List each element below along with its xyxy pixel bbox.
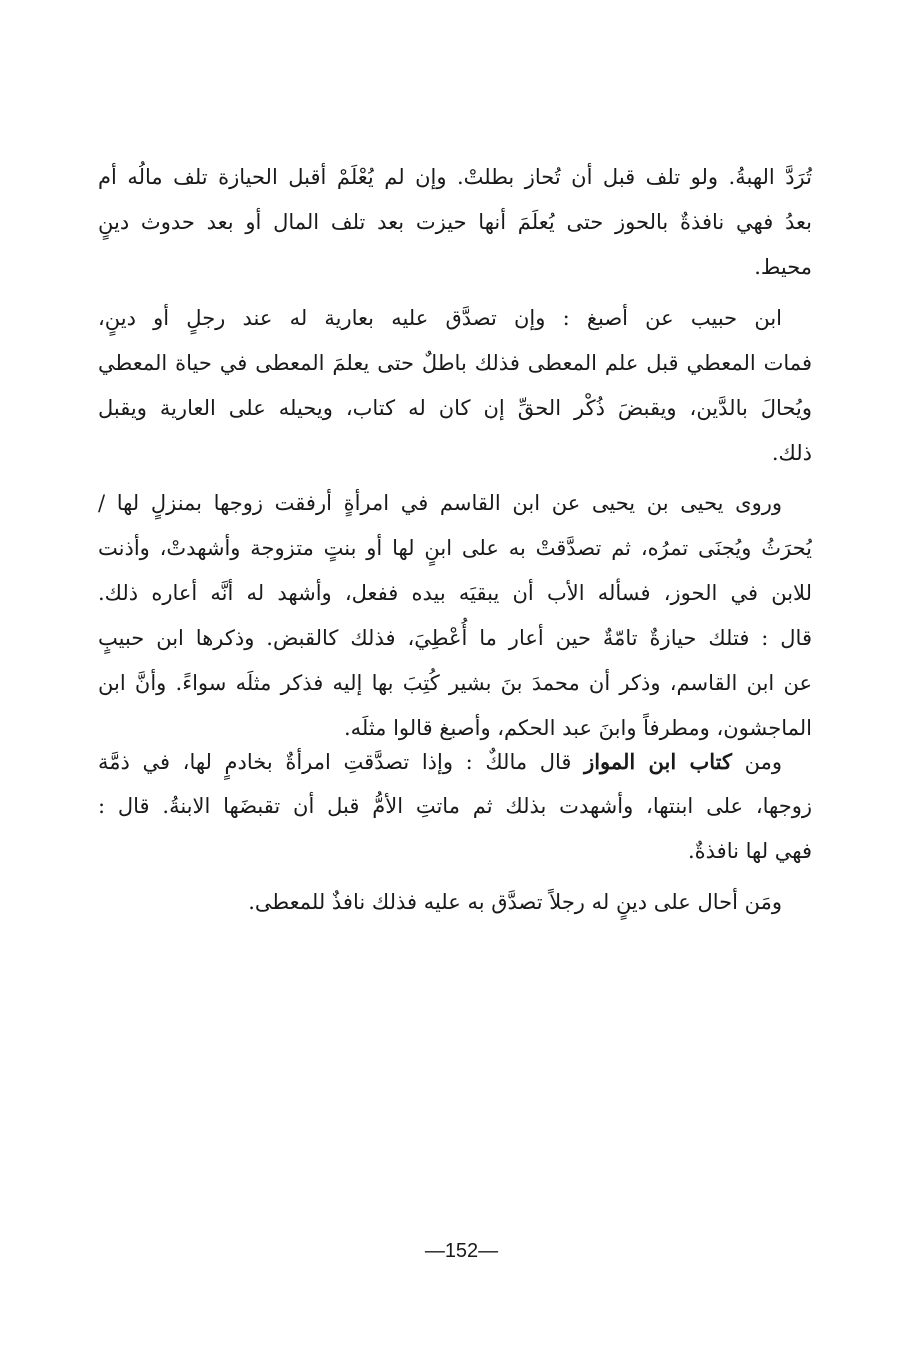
- text-line: ابن حبيب عن أصبغ : وإن تصدَّق عليه بعارية له عند رجلٍ أو دينٍ،: [98, 306, 782, 330]
- paragraph-3: [98, 481, 812, 751]
- text-line: قال : فتلك حيازةٌ تامّةٌ حين أعار ما أُعْطِيَ، فذلك كالقبض. وذكرها ابن حبيبٍ: [98, 626, 812, 650]
- text-line: للابن في الحوز، فسأله الأب أن يبقيَه بيده ففعل، وأشهد له أنَّه أعاره ذلك.: [98, 581, 812, 605]
- text-line: [98, 739, 812, 784]
- text-line: ومَن أحال على دينٍ له رجلاً تصدَّق به عليه فذلك نافذٌ للمعطى.: [248, 890, 782, 914]
- paragraph-2: [98, 296, 812, 476]
- text-line: بعدُ فهي نافذةٌ بالحوز حتى يُعلَمَ أنها حيزت بعد تلف المال أو بعد حدوث دينٍ: [98, 210, 812, 234]
- paragraph-5: [98, 880, 812, 925]
- text-line: عن ابن القاسم، وذكر أن محمدَ بنَ بشير كُتِبَ بها إليه فذكر مثلَه سواءً. وأنَّ ابن: [98, 671, 812, 695]
- text-line: تُرَدَّ الهبةُ. ولو تلف قبل أن تُحاز بطلتْ. وإن لم يُعْلَمْ أقبل الحيازة تلف مالُه أم: [98, 165, 812, 189]
- text-line: وروى يحيى بن يحيى عن ابن القاسم في امرأةٍ أرفقت زوجها بمنزلٍ لها /: [98, 491, 782, 515]
- text-line: الماجشون، ومطرفاً وابنَ عبد الحكم، وأصبغ قالوا مثلَه.: [343, 716, 812, 740]
- paragraph-1: [98, 155, 812, 290]
- text-line: يُحرَثُ ويُجنَى تمرُه، ثم تصدَّقتْ به على ابنٍ لها أو بنتٍ متزوجة وأشهدتْ، وأذنت: [98, 536, 812, 560]
- book-title: كتاب ابن المواز: [584, 749, 732, 774]
- text-line: زوجها، على ابنتها، وأشهدت بذلك ثم ماتتِ الأمُّ قبل أن تقبضَها الابنةُ. قال :: [98, 794, 812, 818]
- line-text: قال مالكٌ : وإذا تصدَّقتِ امرأةٌ بخادمٍ لها، في ذمَّة: [98, 750, 585, 774]
- text-line: ذلك.: [771, 441, 812, 465]
- text-line: محيط.: [754, 255, 812, 279]
- text-line: ويُحالَ بالدَّين، ويقبضَ ذُكْر الحقِّ إن كان له كتاب، ويحيله على العارية ويقبل: [98, 396, 812, 420]
- text-line: فمات المعطي قبل علم المعطى فذلك باطلٌ حتى يعلمَ المعطى في حياة المعطي: [98, 351, 812, 375]
- lead-text: ومن: [731, 750, 782, 774]
- paragraph-4: [98, 739, 812, 874]
- page-number: —152—: [424, 1240, 499, 1262]
- text-line: فهي لها نافذةٌ.: [687, 839, 812, 863]
